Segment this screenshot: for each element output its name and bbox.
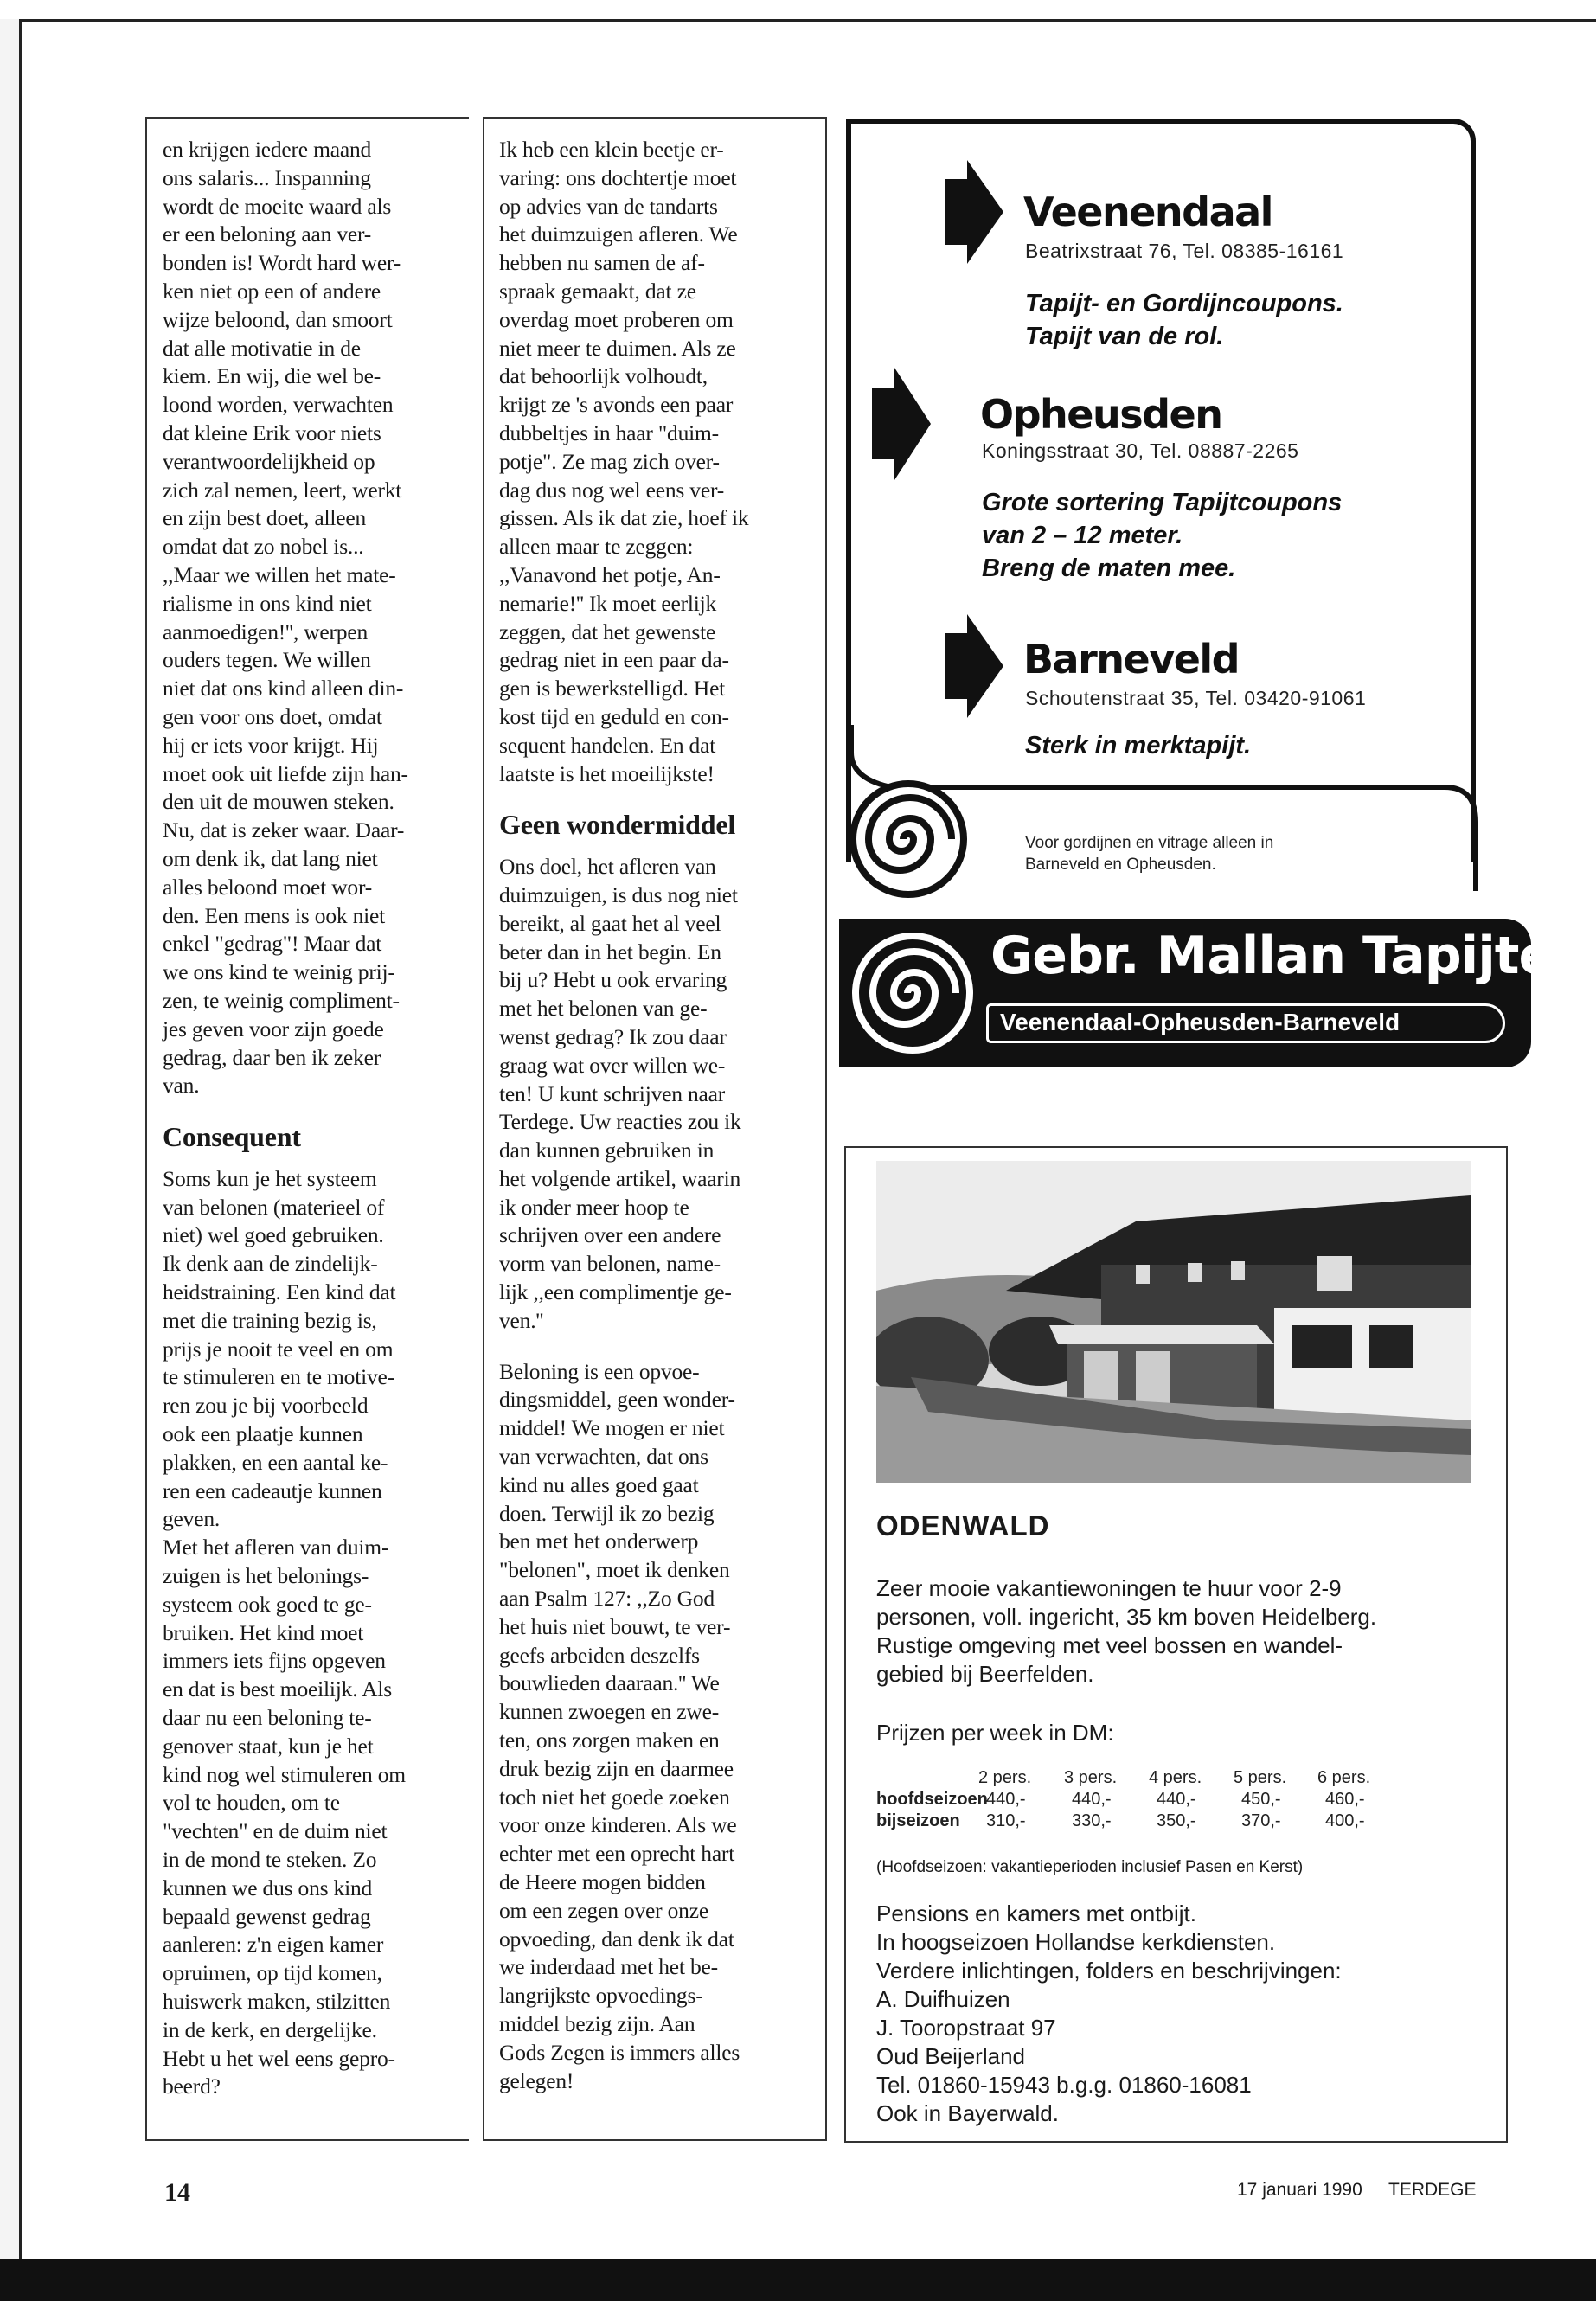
price-cell: 440,- <box>1072 1790 1112 1809</box>
info-line: Tel. 01860-15943 b.g.g. 01860-16081 <box>876 2072 1252 2098</box>
section-heading-consequent: Consequent <box>163 1121 301 1153</box>
price-table-title: Prijzen per week in DM: <box>876 1720 1114 1746</box>
price-column-header: 4 pers. <box>1149 1768 1202 1787</box>
article-paragraph: Ik heb een klein beetje er- varing: ons dochtertje moet op advies van de tandarts het duimzuigen afleren. We hebben nu samen de af- spraak gemaakt, dat ze overdag moet proberen om niet meer te duimen. Als ze dat behoorlijk volhoudt, krijgt ze 's avonds een paar dubbeltjes in haar "duim- potje". Ze mag zich over- dag dus nog wel eens ver- gissen. Als ik dat zie, hoef ik alleen maar te zeggen: ,,Vanavond het potje, An- nemarie!'' Ik moet eerlijk zeggen, dat het gewenste gedrag niet in een paar da- gen is bewerkstelligd. Het kost tijd en geduld en con- sequent handelen. En dat laatste is het moeilijkste! <box>499 137 749 786</box>
branch-name-opheusden: Opheusden <box>980 391 1222 438</box>
info-line: Pensions en kamers met ontbijt. <box>876 1900 1196 1926</box>
article-paragraph: Ons doel, het afleren van duimzuigen, is dus nog niet bereikt, al gaat het al veel beter dan in het begin. En bij u? Hebt u ook ervaring met het belonen van ge- wenst gedrag? Ik zou daar graag wat over willen we- ten! U kunt schrijven naar Terdege. Uw reacties zou ik dan kunnen gebruiken in het volgende artikel, waarin ik onder meer hoop te schrijven over een andere vorm van belonen, name- lijk ,,een complimentje ge- ven.'' <box>499 854 741 1333</box>
page-top-edge <box>0 19 1596 22</box>
odenwald-contact-info <box>876 1900 1482 2128</box>
price-column-header: 2 pers. <box>978 1768 1032 1787</box>
article-paragraph: en krijgen iedere maand ons salaris... Inspanning wordt de moeite waard als er een beloning aan ver- bonden is! Wordt hard wer- ken niet op een of andere wijze beloond, dan smoort dat alle motivatie in de kiem. En wij, die wel be- loond worden, verwachten dat kleine Erik voor niets verantwoordelijkheid op zich zal nemen, leert, werkt en zijn best doet, alleen omdat dat zo nobel is... ,,Maar we willen het mate- rialisme in ons kind niet aanmoedigen!'', werpen ouders tegen. We willen niet dat ons kind alleen din- gen voor ons doet, omdat hij er iets voor krijgt. Hij moet ook uit liefde zijn han- den uit de mouwen steken. Nu, dat is zeker waar. Daar- om denk ik, dat lang niet alles beloond moet wor- den. Een mens is ook niet enkel "gedrag"! Maar dat we ons kind te weinig prij- zen, te weinig compliment- jes geven voor zijn goede gedrag, daar ben ik zeker van. <box>163 137 408 1099</box>
holiday-house-photo <box>876 1161 1471 1483</box>
article-column-1 <box>145 117 469 2141</box>
info-line: In hoogseizoen Hollandse kerkdiensten. <box>876 1929 1276 1955</box>
article-column-2 <box>483 117 827 2141</box>
section-heading-geen-wondermiddel: Geen wondermiddel <box>499 809 736 841</box>
odenwald-title: ODENWALD <box>876 1509 1050 1541</box>
price-column-header: 3 pers. <box>1064 1768 1118 1787</box>
branch-note: Tapijt- en Gordijncoupons. Tapijt van de rol. <box>1025 290 1343 350</box>
price-row-label: bijseizoen <box>876 1811 960 1830</box>
magazine-name: TERDEGE <box>1388 2180 1477 2200</box>
article-paragraph: Beloning is een opvoe- dingsmiddel, geen wonder- middel! We mogen er niet van verwachten, dat ons kind nu alles goed gaat doen. Terwijl ik zo bezig ben met het onderwerp "belonen", moet ik denken aan Psalm 127: ,,Zo God het huis niet bouwt, te ver- geefs arbeiden deszelfs bouwlieden daaraan.'' We kunnen zwoegen en zwe- ten, ons zorgen maken en druk bezig zijn en daarmee toch niet het goede zoeken voor onze kinderen. Als we echter met een oprecht hart de Heere mogen bidden om een zegen over onze opvoeding, dan denk ik dat we inderdaad met het be- langrijkste opvoedings- middel bezig zijn. Aan Gods Zegen is immers alles gelegen! <box>499 1358 740 2093</box>
price-column-header: 6 pers. <box>1317 1768 1371 1787</box>
carpet-spiral-logo <box>848 926 977 1061</box>
price-row-label: hoofdseizoen <box>876 1790 988 1809</box>
arrow-right-icon <box>945 614 1005 718</box>
branch-note: Grote sortering Tapijtcoupons van 2 – 12 meter. Breng de maten mee. <box>982 489 1343 582</box>
season-note: (Hoofdseizoen: vakantieperioden inclusief Pasen en Kerst) <box>876 1858 1304 1876</box>
page-left-edge <box>0 19 22 2285</box>
info-line: J. Tooropstraat 97 <box>876 2015 1056 2041</box>
info-line: Verdere inlichtingen, folders en beschrijvingen: <box>876 1958 1342 1984</box>
mallan-curtain-note: Voor gordijnen en vitrage alleen in Barneveld en Opheusden. <box>1025 834 1274 874</box>
info-line: Oud Beijerland <box>876 2043 1025 2069</box>
price-cell: 450,- <box>1241 1790 1281 1809</box>
price-cell: 440,- <box>986 1790 1026 1809</box>
article-paragraph: Soms kun je het systeem van belonen (materieel of niet) wel goed gebruiken. Ik denk aan de zindelijk- heidstraining. Een kind dat met die training bezig is, prijs je nooit te veel en om te stimuleren en te motive- ren zou je bij voorbeeld ook een plaatje kunnen plakken, en een aantal ke- ren een cadeautje kunnen geven. Met het afleren van duim- zuigen is het belonings- systeem ook goed te ge- bruiken. Het kind moet immers iets fijns opgeven en dat is best moeilijk. Als daar nu een beloning te- genover staat, kun je het kind nog wel stimuleren om vol te houden, om te "vechten" en de duim niet in de mond te steken. Zo kunnen we dus ons kind bepaald gewenst gedrag aanleren: z'n eigen kamer opruimen, op tijd komen, huiswerk maken, stilzitten in de kerk, en dergelijke. Hebt u het wel eens gepro- beerd? <box>163 1165 406 2099</box>
page-bottom-edge <box>0 2259 1596 2301</box>
price-cell: 330,- <box>1072 1811 1112 1830</box>
price-cell: 440,- <box>1157 1790 1196 1809</box>
price-cell: 370,- <box>1241 1811 1281 1830</box>
branch-address: Beatrixstraat 76, Tel. 08385-16161 <box>1025 240 1344 262</box>
branch-address: Schoutenstraat 35, Tel. 03420-91061 <box>1025 687 1367 709</box>
branch-address: Koningsstraat 30, Tel. 08887-2265 <box>982 439 1299 462</box>
info-line: A. Duifhuizen <box>876 1986 1010 2012</box>
price-column-header: 5 pers. <box>1234 1768 1287 1787</box>
mallan-towns: Veenendaal-Opheusden-Barneveld <box>1000 1009 1401 1035</box>
arrow-right-icon <box>945 160 1005 264</box>
branch-name-barneveld: Barneveld <box>1023 636 1240 683</box>
price-cell: 400,- <box>1325 1811 1365 1830</box>
page-number: 14 <box>164 2178 190 2207</box>
mallan-brand-name: Gebr. Mallan Tapijten <box>990 926 1589 986</box>
odenwald-intro: Zeer mooie vakantiewoningen te huur voor 2-9 personen, voll. ingericht, 35 km boven Heidelberg. Rustige omgeving met veel bossen en wandel- gebied bij Beerfelden. <box>876 1575 1377 1687</box>
info-line: Ook in Bayerwald. <box>876 2100 1059 2126</box>
price-cell: 310,- <box>986 1811 1026 1830</box>
issue-date: 17 januari 1990 <box>1237 2180 1362 2200</box>
price-cell: 350,- <box>1157 1811 1196 1830</box>
branch-name-veenendaal: Veenendaal <box>1023 189 1272 235</box>
arrow-right-icon <box>872 368 933 480</box>
price-cell: 460,- <box>1325 1790 1365 1809</box>
branch-note: Sterk in merktapijt. <box>1025 732 1252 760</box>
